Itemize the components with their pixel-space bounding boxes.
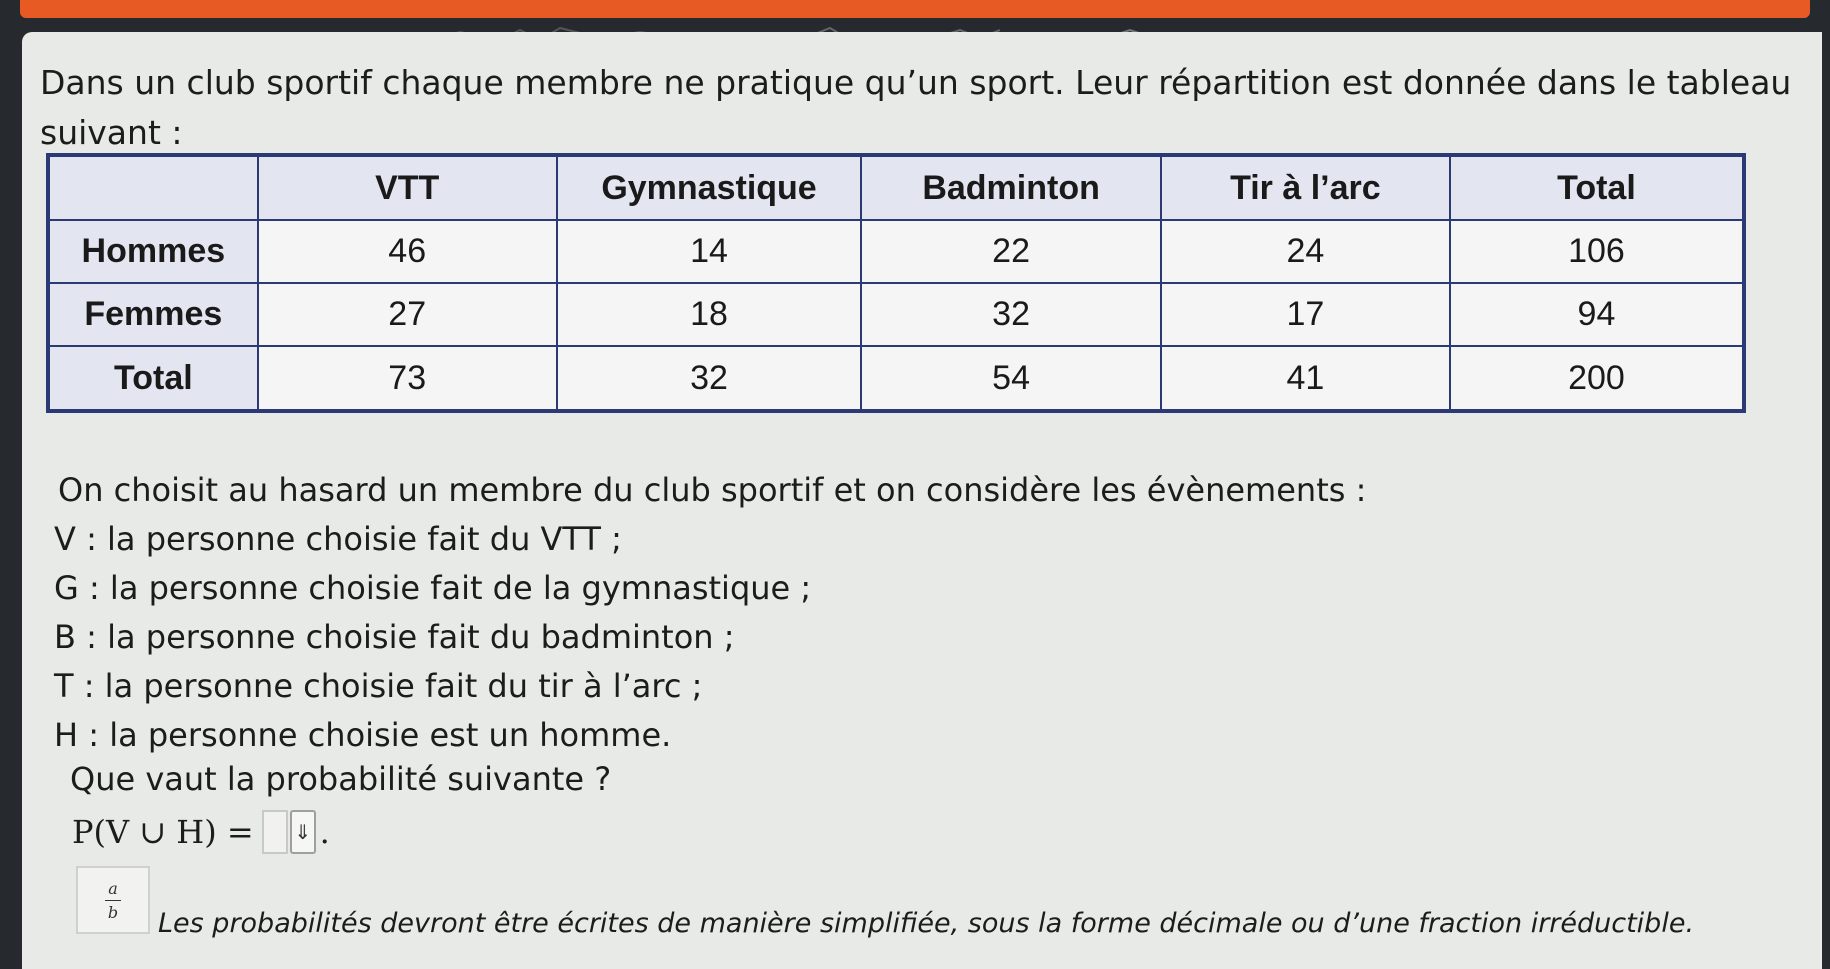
column-header-total: Total	[1450, 155, 1744, 220]
table-cell: 14	[557, 220, 862, 283]
fraction-bar	[105, 900, 121, 901]
table-cell: 32	[861, 283, 1160, 346]
answer-input[interactable]	[262, 810, 288, 854]
table-cell: 32	[557, 346, 862, 411]
event-b: B : la personne choisie fait du badminton ;	[54, 618, 735, 656]
row-header-hommes: Hommes	[48, 220, 258, 283]
table-cell: 73	[258, 346, 557, 411]
events-intro: On choisit au hasard un membre du club sportif et on considère les évènements :	[58, 471, 1367, 509]
formula-period: .	[319, 813, 330, 851]
table-cell: 24	[1161, 220, 1450, 283]
table-cell: 17	[1161, 283, 1450, 346]
event-h: H : la personne choisie est un homme.	[54, 716, 672, 754]
table-row-hommes	[48, 220, 1744, 283]
problem-intro: Dans un club sportif chaque membre ne pratique qu’un sport. Leur répartition est donnée dans le tableau suivant :	[40, 63, 1792, 152]
event-t: T : la personne choisie fait du tir à l’arc ;	[54, 667, 703, 705]
row-header-total: Total	[48, 346, 258, 411]
answer-format-hint: Les probabilités devront être écrites de manière simplifiée, sous la forme décimale ou d’une fraction irréductible.	[158, 908, 1695, 939]
probability-formula	[72, 810, 330, 854]
double-arrow-down-icon: ⇓	[294, 820, 312, 844]
events-list	[54, 466, 1366, 760]
table-cell: 94	[1450, 283, 1744, 346]
table-row-femmes	[48, 283, 1744, 346]
event-g: G : la personne choisie fait de la gymnastique ;	[54, 569, 812, 607]
table-cell: 200	[1450, 346, 1744, 411]
fraction-button[interactable]	[76, 866, 150, 934]
table-cell: 106	[1450, 220, 1744, 283]
column-header-badminton: Badminton	[861, 155, 1160, 220]
question-text: Que vaut la probabilité suivante ?	[70, 760, 612, 798]
fraction-numerator: a	[108, 878, 118, 898]
table-cell: 27	[258, 283, 557, 346]
column-header-gymnastique: Gymnastique	[557, 155, 862, 220]
table-cell: 18	[557, 283, 862, 346]
table-cell: 54	[861, 346, 1160, 411]
input-format-button[interactable]	[290, 810, 316, 854]
table-cell: 22	[861, 220, 1160, 283]
formula-expression: P(V ∪ H) =	[72, 813, 254, 851]
event-v: V : la personne choisie fait du VTT ;	[54, 520, 622, 558]
row-header-femmes: Femmes	[48, 283, 258, 346]
table-cell: 46	[258, 220, 557, 283]
table-cell: 41	[1161, 346, 1450, 411]
column-header-vtt: VTT	[258, 155, 557, 220]
column-header-tir-a-l-arc: Tir à l’arc	[1161, 155, 1450, 220]
table-corner-cell	[48, 155, 258, 220]
table-row-total	[48, 346, 1744, 411]
distribution-table	[46, 153, 1746, 413]
table-header-row	[48, 155, 1744, 220]
fraction-denominator: b	[107, 902, 119, 922]
